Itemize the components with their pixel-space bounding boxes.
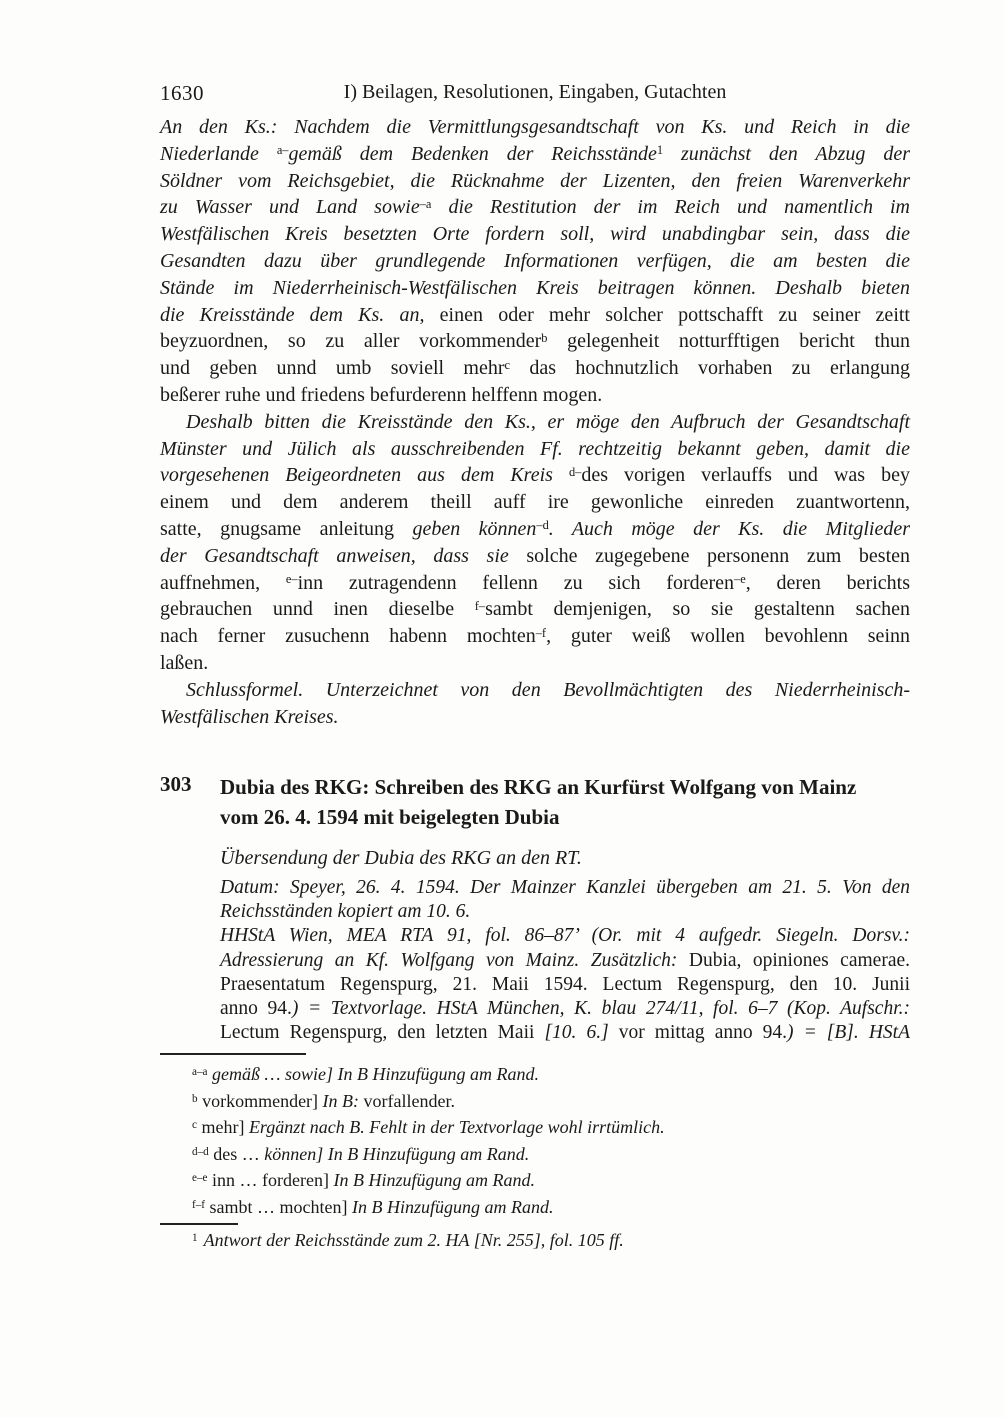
main-text-block xyxy=(160,114,910,730)
footnote-ref: 1 xyxy=(192,1231,198,1244)
text-run: An den Ks.: Nachdem die Vermittlungsgesandtschaft von Ks. und Reich in die xyxy=(160,116,910,138)
text-run: gebrauchen unnd inen dieselbe xyxy=(160,598,475,621)
text-run: satte, gnugsame anleitung xyxy=(160,517,413,540)
text-run: und geben unnd umb soviell mehr xyxy=(160,357,505,380)
text-run: ) = [B]. HStA xyxy=(787,1022,910,1044)
footnote-ref: a–a xyxy=(192,1065,208,1078)
text-run: zunächst den Abzug der xyxy=(663,142,910,165)
footnote-ref: d– xyxy=(568,464,582,479)
text-run: Westfälischen Kreis besetzten Orte fordern soll, wird unabdingbar sein, dass die xyxy=(160,223,910,246)
text-run: In B Hinzufügung am Rand. xyxy=(352,1196,554,1217)
text-line xyxy=(160,570,910,597)
text-line xyxy=(160,489,910,516)
page-number: 1630 xyxy=(160,81,204,105)
document-title-line: Dubia des RKG: Schreiben des RKG an Kurfürst Wolfgang von Mainz xyxy=(220,775,857,799)
text-line xyxy=(160,677,910,704)
document-title-line: vom 26. 4. 1594 mit beigelegten Dubia xyxy=(220,805,560,829)
text-run: sambt … mochten] xyxy=(205,1196,352,1217)
text-run: Praesentatum Regenspurg, 21. Maii 1594. Lectum Regenspurg, den 10. Junii xyxy=(220,973,910,995)
text-run: vorfallender. xyxy=(359,1090,455,1111)
text-run: des … xyxy=(208,1143,265,1164)
text-run: vorkommender] xyxy=(197,1090,323,1111)
footnote-ref: e–e xyxy=(192,1172,208,1185)
footnote-ref: a– xyxy=(276,143,289,158)
text-run: Schlussformel. Unterzeichnet von den Bevollmächtigten des Niederrheinisch- xyxy=(186,678,910,701)
text-line xyxy=(160,436,910,463)
text-run: einem und dem anderem theill auff ire gewonliche einreden zuantwortenn, xyxy=(160,491,910,514)
text-run: nach ferner zusuchenn habenn mochten xyxy=(160,625,536,648)
running-head: I) Beilagen, Resolutionen, Eingaben, Gutachten xyxy=(343,81,727,103)
text-run: inn zutragendenn fellenn zu sich forderen xyxy=(297,571,735,594)
text-run: . Auch möge der Ks. die Mitglieder xyxy=(548,517,910,540)
footnote-ref: –e xyxy=(734,571,746,586)
commentary-footnotes xyxy=(160,1227,910,1254)
footnote-ref: c xyxy=(192,1119,197,1132)
text-line xyxy=(160,141,910,168)
text-run: Reichsständen kopiert am 10. 6. xyxy=(220,901,471,923)
text-run: gemäß dem Bedenken der Reichsstände xyxy=(288,142,657,165)
footnote-ref: d–d xyxy=(192,1145,209,1158)
source-description xyxy=(220,876,910,1045)
footnote-ref: b xyxy=(541,330,548,345)
text-run: [10. 6.] xyxy=(544,1022,609,1044)
text-run: ) = Textvorlage. HStA München, K. blau 274/11, fol. 6–7 (Kop. Aufschr.: xyxy=(291,997,910,1019)
text-line xyxy=(160,596,910,623)
footnote-ref: b xyxy=(192,1092,198,1105)
text-line xyxy=(160,221,910,248)
text-run: das hochnutzlich vorhaben zu erlangung xyxy=(510,357,910,380)
text-run: der Gesandtschaft anweisen, dass sie xyxy=(160,544,509,567)
text-run: Söldner vom Reichsgebiet, die Rücknahme der Lizenten, den freien Warenverkehr xyxy=(160,169,910,192)
text-run: Antwort der Reichsstände zum 2. HA [Nr. 255], fol. 105 ff. xyxy=(203,1230,624,1250)
footnote-ref: –d xyxy=(536,518,549,533)
text-run: , deren berichts xyxy=(745,571,910,594)
text-run: anno 94. xyxy=(220,997,292,1019)
text-run: Datum: Speyer, 26. 4. 1594. Der Mainzer Kanzlei übergeben am 21. 5. Von den xyxy=(220,877,910,898)
text-line xyxy=(220,973,910,997)
text-run: beßerer ruhe und friedens befurderenn helffenn mogen. xyxy=(160,383,603,406)
text-line xyxy=(160,1114,910,1141)
text-run: HHStA Wien, MEA RTA 91, fol. 86–87’ (Or. mit 4 aufgedr. Siegeln. Dorsv.: xyxy=(220,925,910,947)
text-run: solche zugegebene personenn zum besten xyxy=(508,544,910,567)
text-run: Gesandten dazu über grundlegende Informationen verfügen, die am besten die xyxy=(160,249,910,272)
text-run: Münster und Jülich als ausschreibenden Ff. rechtzeitig bekannt geben, damit die xyxy=(160,437,910,460)
footnote-ref: c xyxy=(504,357,510,372)
document-heading xyxy=(160,772,910,832)
text-line xyxy=(160,1061,910,1088)
footnote-ref: f– xyxy=(474,598,486,613)
text-run: zu Wasser und Land sowie xyxy=(160,196,420,219)
text-line xyxy=(160,1088,910,1115)
text-line xyxy=(160,302,910,329)
text-line xyxy=(160,355,910,382)
text-line xyxy=(160,623,910,650)
text-run: gemäß … sowie] In B Hinzufügung am Rand. xyxy=(211,1064,539,1084)
text-run: laßen. xyxy=(160,651,209,674)
text-run: Stände im Niederrheinisch-Westfälischen Kreis beitragen können. Deshalb bieten xyxy=(160,276,910,299)
footnote-ref: –a xyxy=(419,196,432,211)
text-run: Deshalb bitten die Kreisstände den Ks., er möge den Aufbruch der Gesandtschaft xyxy=(186,410,910,433)
footnote-ref: e– xyxy=(285,571,298,586)
critical-apparatus xyxy=(160,1061,910,1221)
text-line xyxy=(160,194,910,221)
text-line xyxy=(160,462,910,489)
footnote-ref: f–f xyxy=(192,1198,206,1211)
text-run: einen oder mehr solcher pottschafft zu seiner zeitt xyxy=(424,303,910,326)
text-run: Lectum Regenspurg, den letzten Maii xyxy=(220,1022,545,1044)
text-run: sambt demjenigen, so sie gestaltenn sachen xyxy=(485,598,910,621)
text-line xyxy=(220,876,910,900)
text-run: inn … forderen] xyxy=(207,1170,334,1191)
text-run: Adressierung an Kf. Wolfgang von Mainz. Zusätzlich: xyxy=(220,949,678,971)
running-header xyxy=(160,81,910,104)
text-line xyxy=(160,543,910,570)
footnote-ref: 1 xyxy=(656,143,664,158)
text-run: Ergänzt nach B. Fehlt in der Textvorlage wohl irrtümlich. xyxy=(248,1117,665,1138)
text-line xyxy=(220,900,910,924)
text-line xyxy=(160,382,910,409)
text-run: In B: xyxy=(322,1090,360,1111)
text-line xyxy=(160,1141,910,1168)
text-line xyxy=(160,516,910,543)
text-line xyxy=(160,1227,910,1254)
text-run: können] In B Hinzufügung am Rand. xyxy=(264,1143,530,1164)
text-line xyxy=(220,924,910,948)
text-line xyxy=(160,1194,910,1221)
text-run: des vorigen verlauffs und was bey xyxy=(581,464,910,487)
document-number: 303 xyxy=(160,772,192,796)
text-run: vorgesehenen Beigeordneten aus dem Kreis xyxy=(160,464,569,487)
text-line xyxy=(160,650,910,677)
text-run: auffnehmen, xyxy=(160,571,286,594)
text-run: Westfälischen Kreises. xyxy=(160,705,339,728)
text-line xyxy=(160,1167,910,1194)
footnote-ref: –f xyxy=(535,625,547,640)
text-line xyxy=(160,114,910,141)
text-run: mehr] xyxy=(196,1117,249,1138)
text-line xyxy=(220,949,910,973)
text-run: , guter weiß wollen bevohlenn seinn xyxy=(546,625,910,648)
text-line xyxy=(160,409,910,436)
text-run: In B Hinzufügung am Rand. xyxy=(333,1170,535,1191)
document-subtitle: Übersendung der Dubia des RKG an den RT. xyxy=(220,847,582,869)
text-run: vor mittag anno 94. xyxy=(608,1022,788,1044)
text-line xyxy=(160,275,910,302)
text-line xyxy=(160,248,910,275)
text-run: die Restitution der im Reich und namentlich im xyxy=(431,196,911,219)
text-run: Niederlande xyxy=(160,142,277,165)
footnote-rule xyxy=(160,1223,238,1225)
apparatus-rule xyxy=(160,1053,306,1055)
text-run: geben können xyxy=(412,517,537,540)
text-line xyxy=(220,1021,910,1045)
text-run: beyzuordnen, so zu aller vorkommender xyxy=(160,330,542,353)
text-line xyxy=(160,704,910,731)
text-run: Dubia, opiniones camerae. xyxy=(677,949,910,971)
text-run: gelegenheit notturfftigen bericht thun xyxy=(547,330,911,353)
text-line xyxy=(160,328,910,355)
text-line xyxy=(220,997,910,1021)
text-run: die Kreisstände dem Ks. an, xyxy=(160,303,425,326)
text-line xyxy=(160,168,910,195)
document-title xyxy=(220,772,910,832)
